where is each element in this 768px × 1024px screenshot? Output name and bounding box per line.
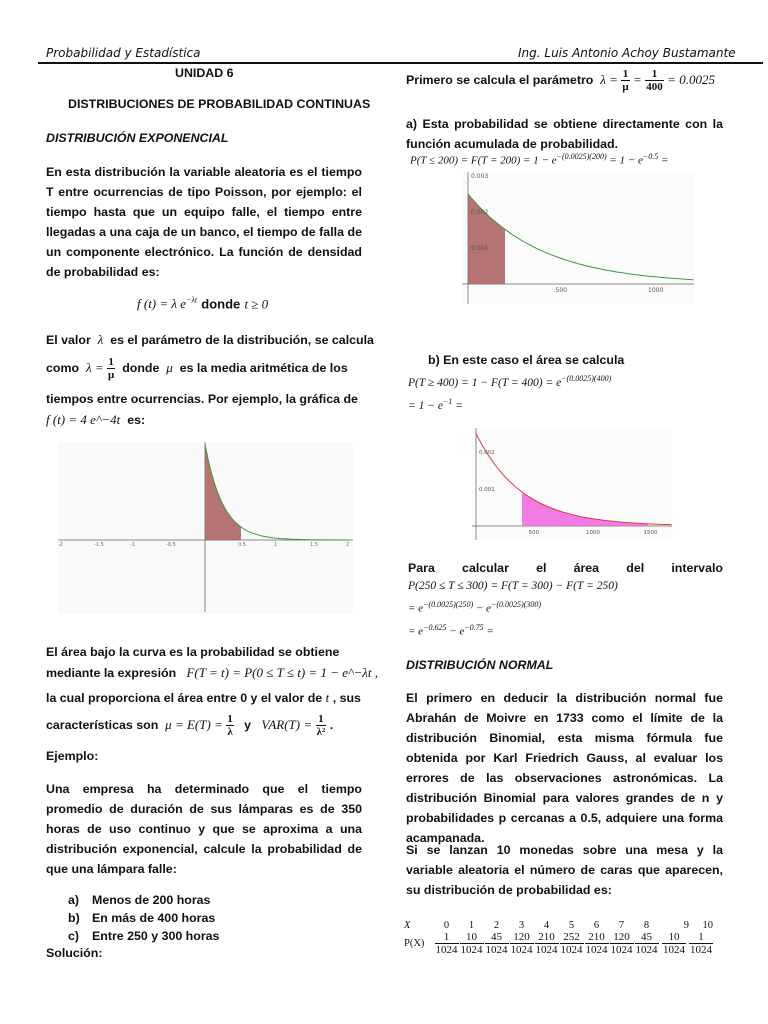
table-cell: 4 (543, 920, 550, 931)
tick-label: 0.5 (238, 542, 246, 548)
part-c-formula2: = $e^{-(0.0025)(250)} - e^{-(0.0025)(300)}$ (408, 600, 541, 615)
table-x-label: X (404, 920, 411, 931)
part-c-text: Para calcular el área del intervalo (408, 561, 723, 575)
problem-items (68, 891, 219, 945)
part-b-formula1: $P(T \ge 400) = 1 - F(T = 400) = e^{-(0.0025)(400)}$ (408, 374, 612, 389)
tick-label: 0.002 (479, 450, 495, 456)
area-line1: El área bajo la curva es la probabilidad se obtiene (46, 645, 340, 659)
tick-label: -2 (58, 542, 63, 548)
density-expr: f (t) = λ $e^{-\lambda t}$ (137, 296, 198, 312)
list-item: b) En más de 400 horas (68, 911, 216, 925)
tick-label: 1 (274, 542, 278, 548)
normal-section-title: DISTRIBUCIÓN NORMAL (406, 658, 554, 672)
param-line: El valor λ es el parámetro de la distribución, se calcula (46, 332, 374, 347)
binomial-table: X 0 1 2 3 4 5 6 7 8 9 10 P(X) $\frac{1}{1024}$ $\frac{10}{1024}$ $\frac{45}{1024}$ $\frac{120}{1024}$ $\frac{210}{1024}$ $\frac{252}{1024}$ $\frac{210}{1024}$ $\frac{120}{1024}$ $\frac{45}{1024}$ $\frac{10}{1024}$ $\frac{1}{1024}$ (404, 920, 713, 956)
part-a-formula: $P(T \le 200) = F(T = 200) = 1 - e^{-(0.0025)(200)} = 1 - e^{-0.5}$ = (410, 152, 669, 167)
table-cell: 8 (643, 920, 650, 931)
characteristics-line: características son μ = E(T) = $\frac{1}{\lambda}$ y VAR(T) = $\frac{1}{\text{λ²}}$ . (46, 713, 334, 738)
normal-paragraph-2: Si se lanzan 10 monedas sobre una mesa y la variable aleatoria el número de caras que aparecen, su distribución de probabilidad es: (406, 843, 723, 897)
tick-label: 0.003 (471, 173, 489, 180)
table-cell: 9 (683, 920, 689, 931)
section-title: DISTRIBUCIÓN EXPONENCIAL (46, 131, 229, 145)
problem-paragraph: Una empresa ha determinado que el tiempo promedio de duración de sus lámparas es de 350 horas de uso continuo y que se aproxima a una distribución exponencial, calcule la probabilidad de que una lámpara falle: (46, 782, 362, 876)
inv-mu-fraction: $\frac{1}{\mu}$ (108, 356, 115, 381)
table-cell: 0 (443, 920, 450, 931)
header-right: Ing. Luis Antonio Achoy Bustamante (518, 46, 736, 60)
tick-label: 1000 (648, 287, 664, 294)
part-c-formula1: P(250 ≤ T ≤ 300) = F(T = 300) − F(T = 250) (408, 580, 618, 592)
table-cell: 3 (518, 920, 525, 931)
table-cell: 2 (493, 920, 500, 931)
header-rule (38, 62, 763, 64)
table-cell: 7 (618, 920, 625, 931)
part-b-chart (472, 428, 672, 540)
tick-label: 2 (346, 542, 350, 548)
tick-label: 0.001 (479, 487, 495, 493)
header-left: Probabilidad y Estadística (46, 46, 201, 60)
tick-label: 500 (555, 287, 567, 294)
density-cond: t ≥ 0 (244, 296, 269, 312)
list-item: a) Menos de 200 horas (68, 893, 211, 907)
intro-paragraph: En esta distribución la variable aleatoria es el tiempo T entre ocurrencias de tipo Poisson, por ejemplo: el tiempo hasta que un equipo falle, el tiempo entre llegadas a una caja de un banco, el tiempo de falla de un componente electrónico. La función de densidad de probabilidad es: (46, 165, 362, 279)
density-formula (137, 296, 268, 312)
tiempos-line: tiempos entre ocurrencias. Por ejemplo, la gráfica de (46, 392, 358, 406)
como-line: como λ = $\frac{1}{\mu}$ donde μ es la media aritmética de los (46, 356, 348, 381)
part-c-formula3: = $e^{-0.625} - e^{-0.75}$ = (408, 623, 494, 638)
part-a-chart (462, 172, 694, 304)
table-cell: 1 (468, 920, 475, 931)
table-cell: 6 (593, 920, 600, 931)
part-a-text: a) Esta probabilidad se obtiene directamente con la función acumulada de probabilidad. (406, 117, 723, 151)
part-b-formula2: = $1 - e^{-1}$ = (408, 397, 464, 412)
part-b-text: b) En este caso el área se calcula (428, 353, 625, 367)
normal-paragraph-1: El primero en deducir la distribución normal fue Abrahán de Moivre en 1733 como el límite de la distribución Binomial, esta misma fórmula fue obtenida por Karl Friedrich Gauss, al evaluar los errores de las observaciones astronómicas. La distribución Binomial para valores grandes de n y probabilidades p cercanas a 0.5, adquiere una forma acampanada. (406, 691, 723, 845)
tick-label: -1.5 (94, 542, 104, 548)
area-line2: mediante la expresión F(T = t) = P(0 ≤ T ≤ t) = 1 − e^−λt , (46, 665, 379, 680)
list-item: c) Entre 250 y 300 horas (68, 929, 220, 943)
param-calc-line: Primero se calcula el parámetro λ = $\frac{1}{\mu}$ = $\frac{1}{400}$ = 0.0025 (406, 68, 716, 93)
area-line3: la cual proporciona el área entre 0 y el valor de t , sus (46, 690, 361, 705)
tick-label: 1000 (586, 530, 600, 536)
tick-label: 500 (528, 530, 539, 536)
table-p-label: P(X) (404, 938, 425, 949)
table-cell: 10 (702, 920, 713, 931)
tick-label: 0.002 (471, 209, 489, 216)
tick-label: -1 (130, 542, 135, 548)
example-func-line: f (t) = 4 e^−4t es: (46, 412, 146, 427)
ejemplo-label: Ejemplo: (46, 749, 99, 763)
solucion-label: Solución: (46, 946, 103, 960)
tick-label: 1.5 (310, 542, 318, 548)
table-cell: 5 (568, 920, 575, 931)
exp-density-chart (58, 442, 353, 614)
density-cond-word: donde (201, 296, 241, 312)
unit-title: UNIDAD 6 (175, 66, 234, 80)
tick-label: -0.5 (166, 542, 176, 548)
chapter-title: DISTRIBUCIONES DE PROBABILIDAD CONTINUAS (68, 97, 371, 111)
tick-label: 1500 (643, 530, 658, 536)
tick-label: 0.001 (471, 245, 489, 252)
